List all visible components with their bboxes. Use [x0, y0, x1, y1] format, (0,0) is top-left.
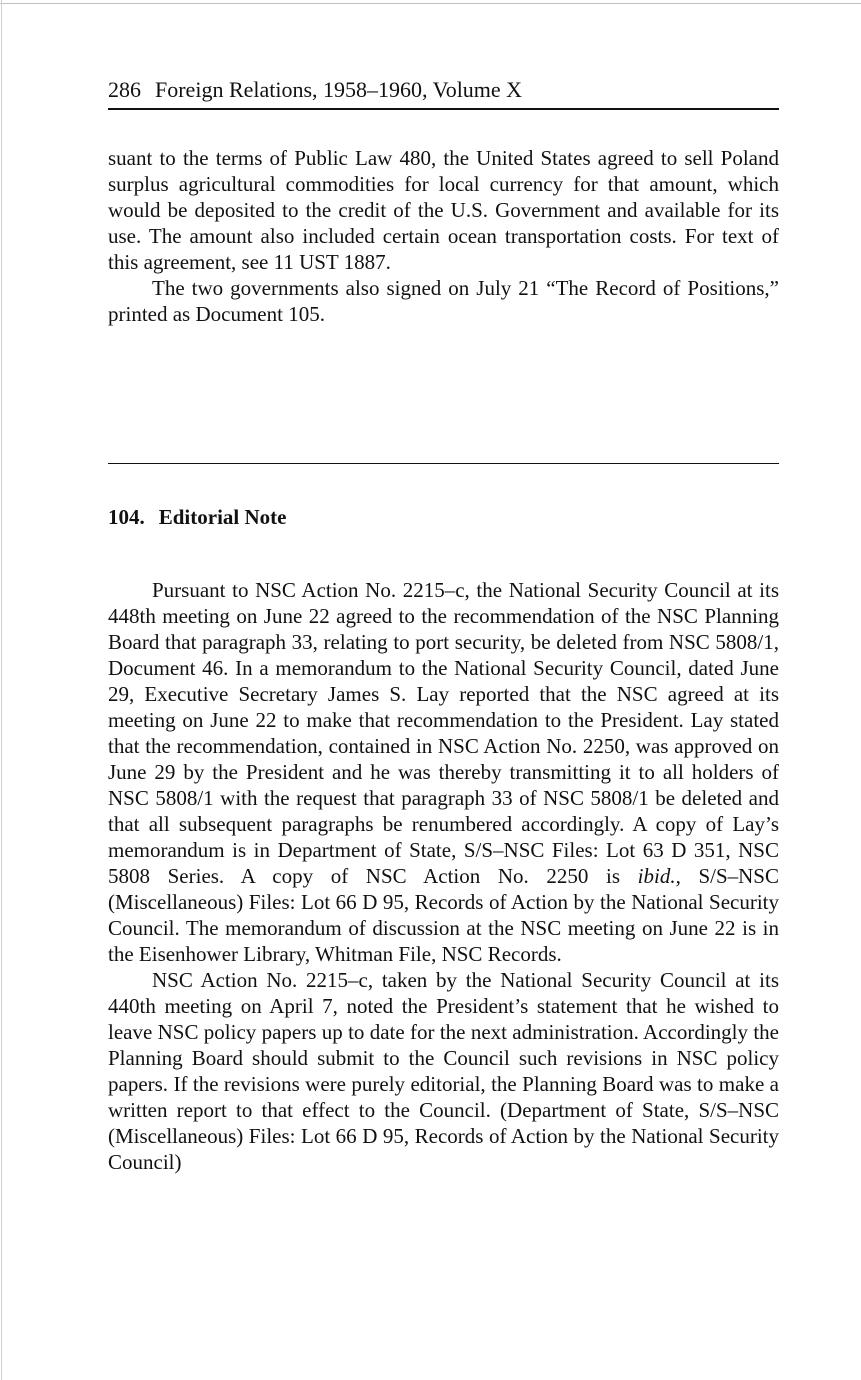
- record-of-positions-paragraph: The two governments also signed on July 21 “The Record of Positions,” printed as Document 105.: [108, 276, 779, 326]
- scan-left-edge: [1, 0, 2, 1380]
- document-heading: [108, 503, 286, 531]
- paragraph-1-text-b: , S/S–NSC (Miscellaneous) Files: Lot 66 D 95, Records of Action by the National Security Council. The memorandum of discussion at the NSC meeting on June 22 is in the Eisenhower Library, Whitman File, NSC Records.: [108, 864, 779, 966]
- volume-title: Foreign Relations, 1958–1960, Volume X: [155, 77, 523, 102]
- header-rule: [108, 108, 779, 110]
- paragraph-1-text-a: Pursuant to NSC Action No. 2215–c, the National Security Council at its 448th meeting on June 22 agreed to the recommendation of the NSC Planning Board that paragraph 33, relating to port security, be deleted from NSC 5808/1, Document 46. In a memorandum to the National Security Council, dated June 29, Executive Secretary James S. Lay reported that the NSC agreed at its meeting on June 22 to make that recommendation to the President. Lay stated that the recommendation, contained in NSC Action No. 2250, was approved on June 29 by the President and he was thereby transmitting it to all holders of NSC 5808/1 with the request that paragraph 33 of NSC 5808/1 be deleted and that all subsequent paragraphs be renumbered accordingly. A copy of Lay’s memorandum is in Department of State, S/S–NSC Files: Lot 63 D 351, NSC 5808 Series. A copy of NSC Action No. 2250 is: [108, 578, 779, 888]
- ibid-italic: ibid.: [637, 864, 676, 888]
- continued-section: [108, 145, 779, 327]
- page-number: 286: [108, 77, 141, 102]
- scan-top-edge: [0, 3, 861, 4]
- document-number: 104.: [108, 505, 145, 529]
- continued-paragraph: suant to the terms of Public Law 480, the United States agreed to sell Poland surplus agricultural commodities for local currency for that amount, which would be deposited to the credit of the U.S. Government and available for its use. The amount also included certain ocean transportation costs. For text of this agreement, see 11 UST 1887.: [108, 146, 779, 274]
- document-title: Editorial Note: [158, 505, 287, 529]
- editorial-paragraph-2: NSC Action No. 2215–c, taken by the National Security Council at its 440th meeting on April 7, noted the President’s statement that he wished to leave NSC policy papers up to date for the next administration. Accordingly the Planning Board should submit to the Council such revisions in NSC policy papers. If the revisions were purely editorial, the Planning Board was to make a written report to that effect to the Council. (Department of State, S/S–NSC (Miscellaneous) Files: Lot 66 D 95, Records of Action by the National Security Council): [108, 968, 779, 1174]
- running-head: [108, 75, 779, 105]
- editorial-note-body: [108, 577, 779, 1175]
- section-divider: [108, 463, 779, 464]
- editorial-paragraph-1: [108, 577, 779, 967]
